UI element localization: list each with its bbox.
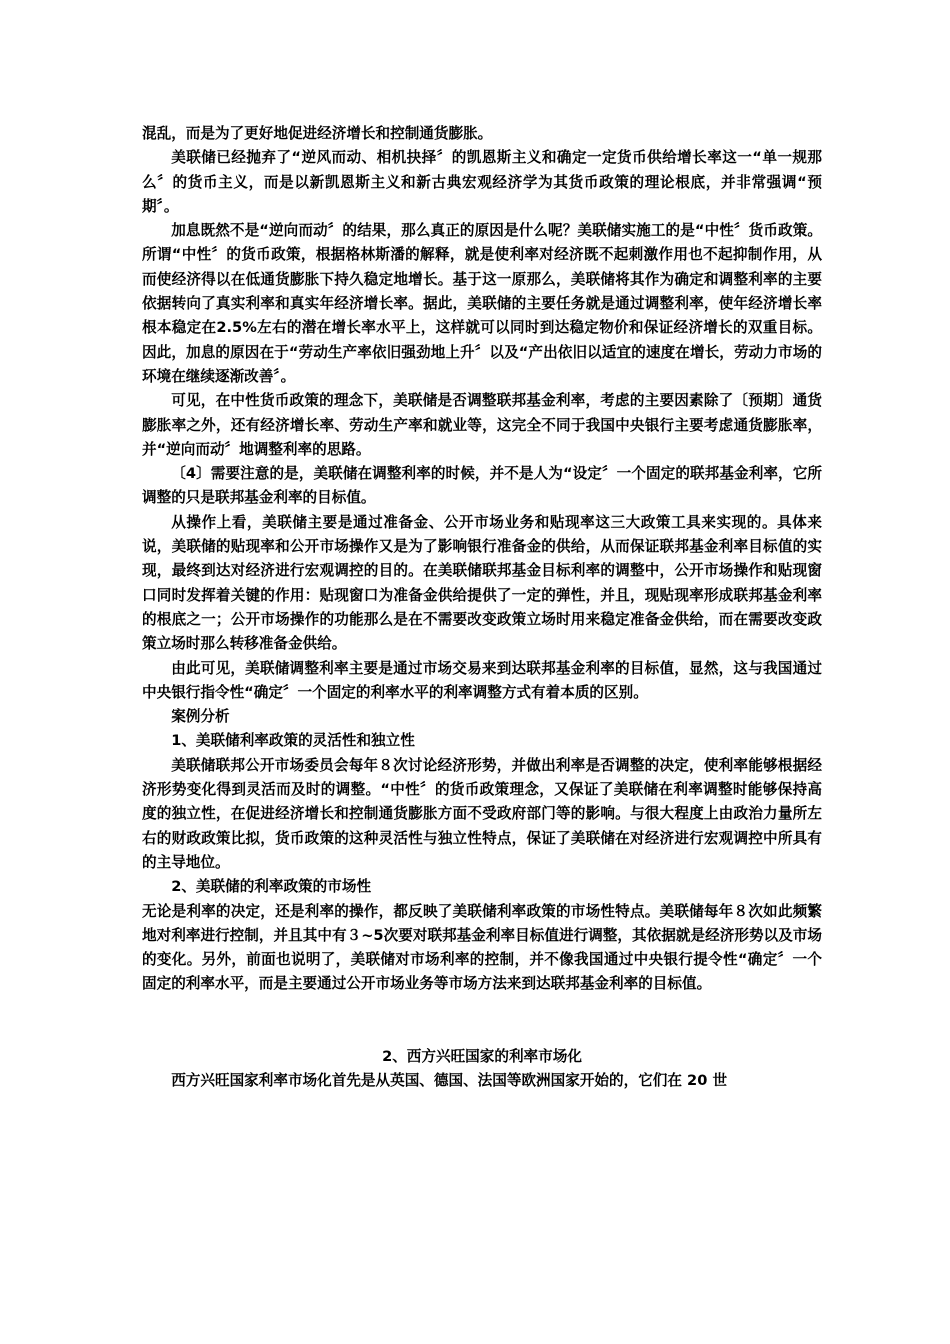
paragraph-continuation: 混乱，而是为了更好地促进经济增长和控制通货膨胀。 [142, 125, 493, 142]
paragraph-western-countries: 西方兴旺国家利率市场化首先是从英国、德国、法国等欧洲国家开始的，它们在 20 世 [171, 1071, 728, 1089]
paragraph-neutral-policy: 加息既然不是“逆向而动〞的结果，那么真正的原因是什么呢？美联储实施工的是“中性〞货币政策。所谓“中性〞的货币政策，根据格林斯潘的解释，就是使利率对经济既不起刺激作用也不起抑制作用，从而使经济得以在低通货膨胀下持久稳定地增长。基于这一原那么，美联储将其作为确定和调整利率的主要依据转向了真实利率和真实年经济增长率。据此，美联储的主要任务就是通过调整利率，使年经济增长率根本稳定在2.5%左右的潜在增长率水平上，这样就可以同时到达稳定物价和保证经济增长的双重目标。因此，加息的原因在于“劳动生产率依旧强劲地上升〞以及“产出依旧以适宜的速度在增长，劳动力市场的环境在继续逐渐改善〞。 [142, 222, 822, 385]
document-page [142, 122, 822, 1093]
section-gap [142, 997, 822, 1045]
section-heading-case-analysis: 案例分析 [171, 708, 230, 726]
section-heading-western-countries: 2、西方兴旺国家的利率市场化 [382, 1047, 582, 1065]
paragraph-market-nature: 无论是利率的决定，还是利率的操作，都反映了美联储利率政策的市场性特点。美联储每年８次如此频繁地对利率进行控制，并且其中有３~5次要对联邦基金利率目标值进行调整，其依据就是经济形势以及市场的变化。另外，前面也说明了，美联储对市场利率的控制，并不像我国通过中央银行提令性“确定〞一个固定的利率水平，而是主要通过公开市场业务等市场方法来到达联邦基金利率的目标值。 [142, 902, 822, 993]
paragraph-operations: 从操作上看，美联储主要是通过准备金、公开市场业务和贴现率这三大政策工具来实现的。具体来说，美联储的贴现率和公开市场操作又是为了影响银行准备金的供给，从而保证联邦基金利率目标值的实现，最终到达对经济进行宏观调控的目的。在美联储联邦基金目标利率的调整中，公开市场操作和贴现窗口同时发挥着关键的作用：贴现窗口为准备金供给提供了一定的弹性，并且，现贴现率形成联邦基金利率的根底之一；公开市场操作的功能那么是在不需要改变政策立场时用来稳定准备金供给，而在需要改变政策立场时那么转移准备金供给。 [142, 513, 822, 653]
paragraph-flexibility: 美联储联邦公开市场委员会每年８次讨论经济形势，并做出利率是否调整的决定，使利率能够根据经济形势变化得到灵活而及时的调整。“中性〞的货币政策理念，又保证了美联储在利率调整时能够保持高度的独立性，在促进经济增长和控制通货膨胀方面不受政府部门等的影响。与很大程度上由政治力量所左右的财政政策比拟，货币政策的这种灵活性与独立性特点，保证了美联储在对经济进行宏观调控中所具有的主导地位。 [142, 756, 822, 871]
paragraph-monetary-theory: 美联储已经抛弃了“逆风而动、相机抉择〞的凯恩斯主义和确定一定货币供给增长率这一“单一规那么〞的货币主义，而是以新凯恩斯主义和新古典宏观经济学为其货币政策的理论根底，并非常强调“预期〞。 [142, 149, 822, 215]
subheading-market-nature: 2、美联储的利率政策的市场性 [171, 878, 372, 896]
paragraph-target-rate: 〔4〕需要注意的是，美联储在调整利率的时候，并不是人为“设定〞一个固定的联邦基金利率，它所调整的只是联邦基金利率的目标值。 [142, 465, 822, 507]
subheading-flexibility: 1、美联储利率政策的灵活性和独立性 [171, 732, 415, 750]
paragraph-conclusion: 由此可见，美联储调整利率主要是通过市场交易来到达联邦基金利率的目标值，显然，这与我国通过中央银行指令性“确定〞一个固定的利率水平的利率调整方式有着本质的区别。 [142, 659, 822, 701]
paragraph-neutral-factors: 可见，在中性货币政策的理念下，美联储是否调整联邦基金利率，考虑的主要因素除了〔预期〕通货膨胀率之外，还有经济增长率、劳动生产率和就业等，这完全不同于我国中央银行主要考虑通货膨胀率，并“逆向而动〞地调整利率的思路。 [142, 392, 822, 458]
